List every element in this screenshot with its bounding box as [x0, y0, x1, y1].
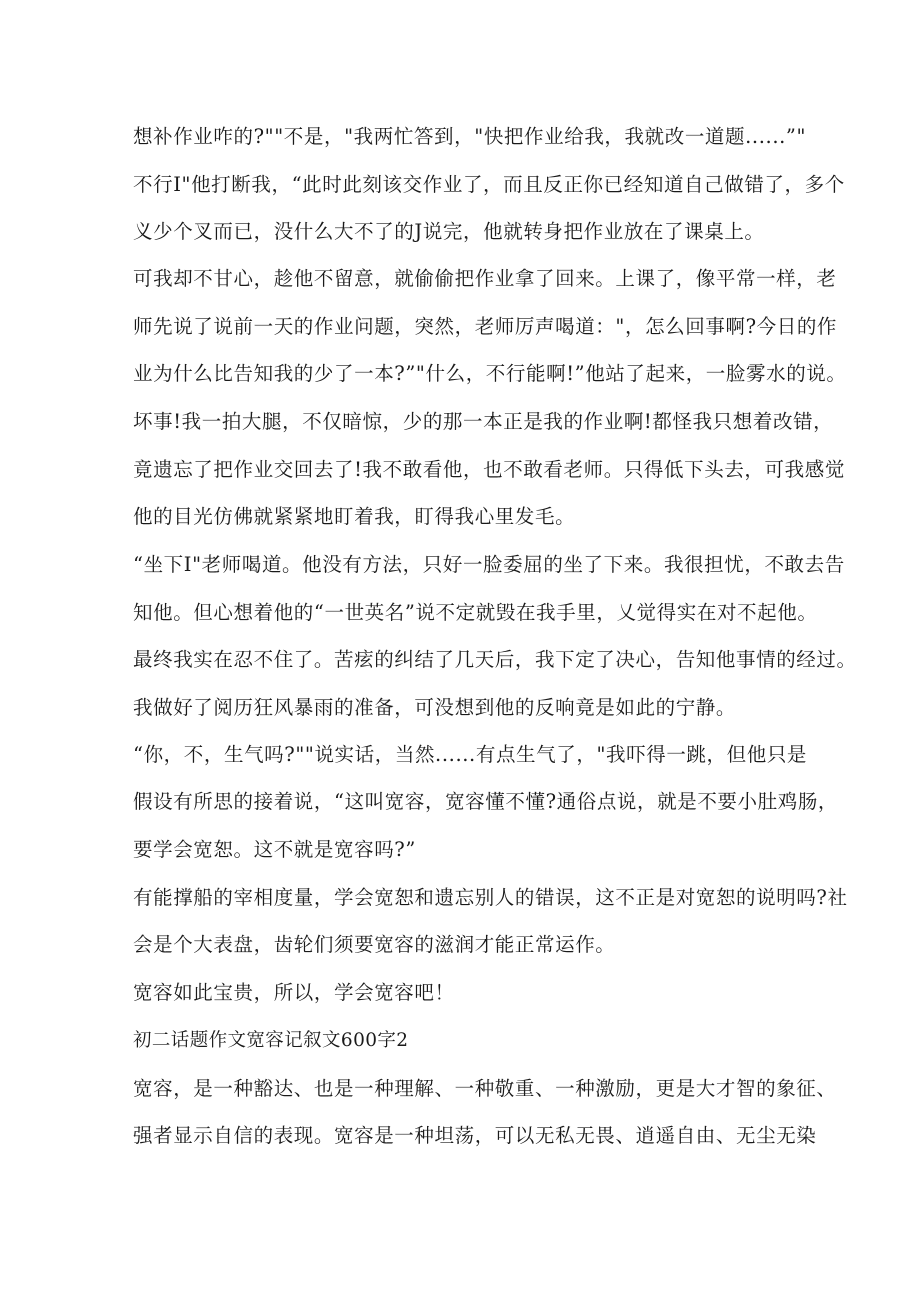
text-line: 强者显示自信的表现。宽容是一种坦荡，可以无私无畏、逍遥自由、无尘无染 [133, 1124, 817, 1147]
text-line: 可我却不甘心，趁他不留意，就偷偷把作业拿了回来。上课了，像平常一样，老 [133, 267, 837, 290]
text-line: 我做好了阅历狂风暴雨的准备，可没想到他的反响竟是如此的宁静。 [133, 696, 737, 719]
text-line: 知他。但心想着他的“一世英名”说不定就毁在我手里，乂觉得实在对不起他。 [133, 601, 818, 624]
text-line: 有能撑船的宰相度量，学会宽恕和遗忘别人的错误，这不正是对宽恕的说明吗?社 [133, 886, 848, 909]
text-line: “坐下I"老师喝道。他没有方法，只好一脸委屈的坐了下来。我很担忧，不敢去告 [133, 553, 845, 576]
text-line: 业为什么比告知我的少了一本?”"什么，不行能啊!”他站了起来，一脸雾水的说。 [133, 362, 847, 385]
text-line: 宽容如此宝贵，所以，学会宽容吧！ [133, 981, 455, 1004]
text-line: 师先说了说前一天的作业问题，突然，老师厉声喝道："，怎么回事啊?今日的作 [133, 315, 838, 338]
text-line: 想补作业咋的?""不是，"我两忙答到，"快把作业给我，我就改一道题......”" [133, 125, 807, 148]
section-heading: 初二话题作文宽容记叙文600字2 [133, 1030, 409, 1051]
text-line: 坏事!我一拍大腿，不仅暗惊，少的那一本正是我的作业啊!都怪我只想着改错， [133, 410, 834, 433]
text-line: “你，不，生气吗?""说实话，当然......有点生气了，"我吓得一跳，但他只是 [133, 743, 808, 766]
text-line: 他的目光仿佛就紧紧地盯着我，盯得我心里发毛。 [133, 505, 576, 528]
text-line: 会是个大表盘，齿轮们须要宽容的滋润才能正常运作。 [133, 933, 616, 956]
text-line: 义少个叉而已，没什么大不了的J说完，他就转身把作业放在了课桌上。 [133, 220, 765, 243]
text-line: 不行I"他打断我，“此时此刻该交作业了，而且反正你已经知道自己做错了，多个 [133, 173, 845, 196]
text-line: 最终我实在忍不住了。苦痃的纠结了几天后，我下定了决心，告知他事情的经过。 [133, 648, 857, 671]
text-line: 假设有所思的接着说，“这叫宽容，宽容懂不懂?通俗点说，就是不要小肚鸡肠， [133, 790, 839, 813]
text-line: 要学会宽恕。这不就是宽容吗?” [133, 838, 416, 861]
text-line: 宽容，是一种豁达、也是一种理解、一种敬重、一种激励，更是大才智的象征、 [133, 1077, 837, 1100]
text-line: 竟遗忘了把作业交回去了!我不敢看他，也不敢看老师。只得低下头去，可我感觉 [133, 458, 845, 481]
